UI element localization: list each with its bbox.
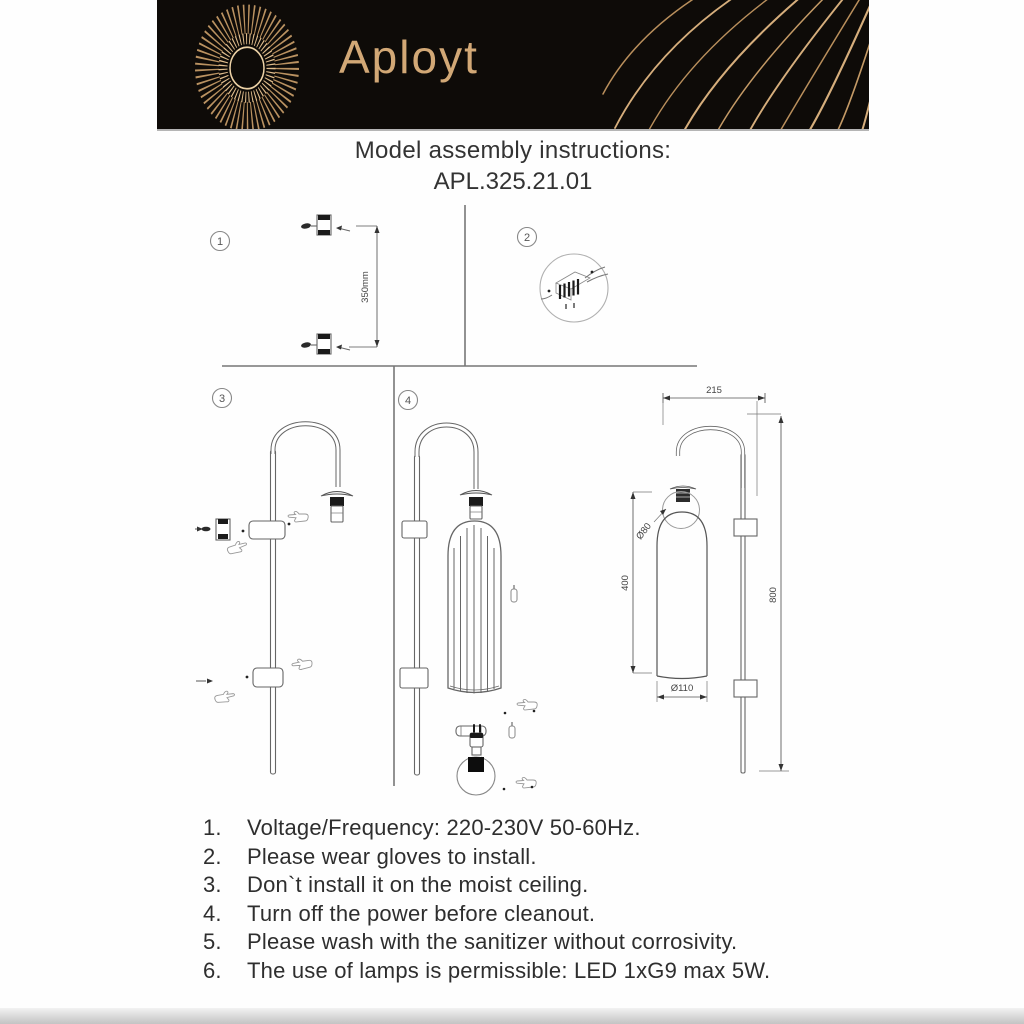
instruction-item bbox=[0, 928, 1024, 957]
terminal-block-icon bbox=[540, 254, 608, 322]
item-number: 6. bbox=[203, 957, 222, 983]
item-number: 1. bbox=[203, 815, 222, 840]
socket-assembly bbox=[460, 491, 492, 520]
instruction-item bbox=[0, 957, 1024, 986]
item-text: Turn off the power before cleanout. bbox=[247, 900, 596, 926]
step-number: 2 bbox=[523, 232, 531, 244]
assembly-diagram bbox=[0, 200, 1024, 812]
header-banner bbox=[157, 0, 869, 131]
step-number: 3 bbox=[218, 393, 226, 405]
dimension-label: 400 bbox=[620, 575, 631, 591]
shade-height-dimension bbox=[620, 492, 652, 673]
header-decorations bbox=[157, 0, 869, 129]
step-number: 1 bbox=[216, 236, 224, 248]
instruction-item bbox=[0, 814, 1024, 843]
brand-logo-text: Aployt bbox=[339, 31, 479, 83]
step-2-drawing bbox=[518, 228, 609, 323]
hand-icon bbox=[288, 511, 308, 522]
lamp-rod bbox=[415, 455, 420, 775]
panel-dividers bbox=[222, 205, 697, 786]
socket-assembly bbox=[321, 492, 353, 523]
item-text: Please wear gloves to install. bbox=[247, 843, 537, 869]
shade-outline bbox=[657, 512, 707, 679]
step-3-drawing bbox=[195, 389, 353, 775]
title-block bbox=[157, 137, 869, 196]
dimension-label: 800 bbox=[768, 587, 779, 603]
rod-bracket bbox=[249, 521, 285, 539]
fluted-shade bbox=[448, 521, 501, 694]
item-text: The use of lamps is permissible: LED 1xG9 max 5W. bbox=[247, 957, 771, 983]
hand-icon bbox=[516, 777, 536, 788]
bracket-part-icon bbox=[195, 519, 230, 540]
sunburst-icon bbox=[207, 19, 287, 117]
step-4-drawing bbox=[399, 391, 538, 796]
hand-icon bbox=[517, 699, 537, 710]
rod-bracket bbox=[400, 668, 428, 688]
hand-icon bbox=[214, 690, 236, 704]
screw-anchor-icon bbox=[511, 585, 517, 602]
item-text: Please wash with the sanitizer without corrosivity. bbox=[247, 929, 738, 954]
dimension-label: Ø80 bbox=[634, 520, 654, 542]
item-number: 2. bbox=[203, 843, 222, 869]
dimension-label: 350mm bbox=[360, 271, 371, 303]
dimension-label: 215 bbox=[706, 385, 722, 396]
decorative-rays-icon bbox=[603, 0, 869, 129]
item-number: 3. bbox=[203, 872, 222, 897]
wall-bracket-icon bbox=[301, 334, 350, 354]
height-dimension bbox=[759, 416, 789, 771]
dimension-drawing bbox=[620, 385, 789, 773]
instruction-item bbox=[0, 843, 1024, 872]
page-bottom-edge bbox=[0, 1008, 1024, 1024]
instruction-item bbox=[0, 900, 1024, 929]
instruction-item bbox=[0, 871, 1024, 900]
item-number: 5. bbox=[203, 929, 222, 954]
screw-anchor-icon bbox=[509, 722, 515, 738]
lamp-rod bbox=[271, 450, 276, 774]
item-text: Don`t install it on the moist ceiling. bbox=[247, 872, 589, 897]
instruction-list bbox=[0, 814, 1024, 985]
bracket-spacing-dimension bbox=[349, 226, 380, 347]
rod-bracket bbox=[402, 521, 427, 538]
glass-sphere-icon bbox=[457, 757, 495, 795]
step-number: 4 bbox=[404, 395, 412, 407]
lamp-rod bbox=[741, 454, 745, 773]
dimension-label: Ø110 bbox=[670, 683, 694, 694]
sphere-dimension bbox=[634, 509, 666, 542]
shade-diameter-dimension bbox=[657, 681, 707, 702]
model-number: APL.325.21.01 bbox=[433, 168, 593, 195]
hand-icon bbox=[291, 657, 312, 670]
wall-bracket-icon bbox=[301, 215, 350, 235]
step-1-drawing bbox=[211, 215, 380, 354]
item-text: Voltage/Frequency: 220-230V 50-60Hz. bbox=[247, 815, 641, 840]
rod-bracket bbox=[253, 668, 283, 687]
hand-icon bbox=[226, 539, 248, 555]
page-title: Model assembly instructions: bbox=[354, 137, 672, 164]
item-number: 4. bbox=[203, 900, 222, 926]
